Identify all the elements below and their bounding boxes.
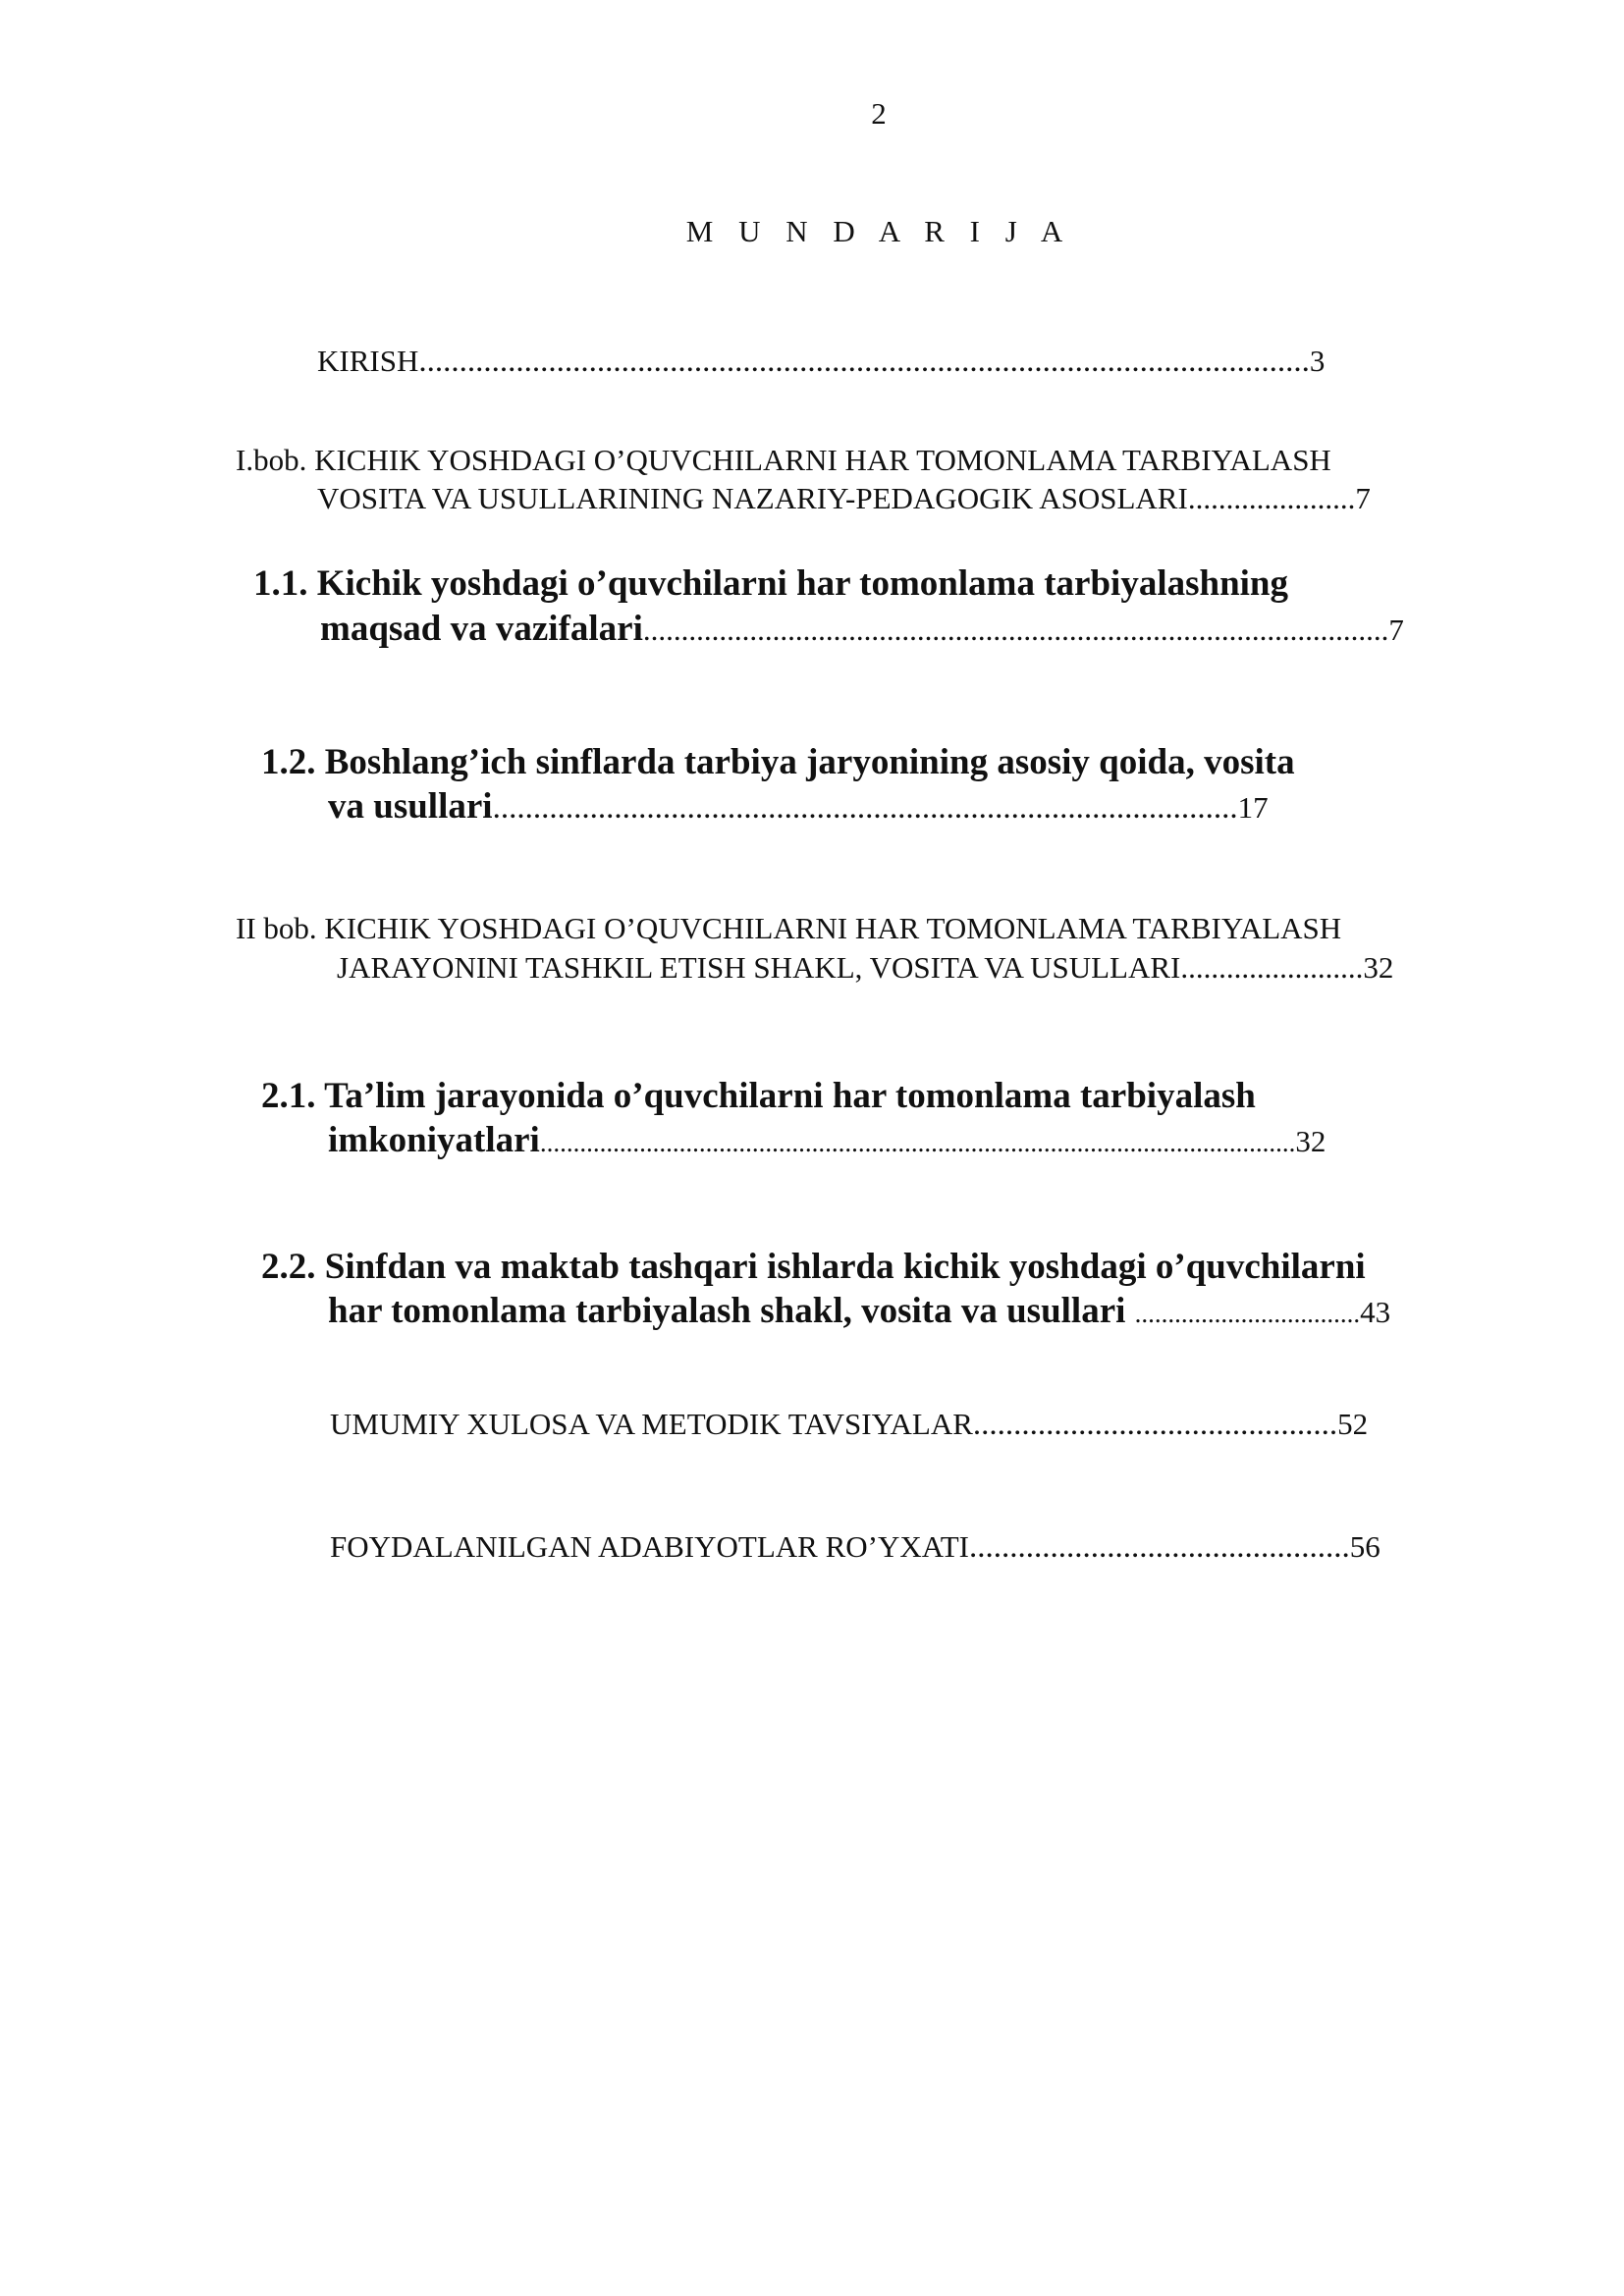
toc-entry-s22-line1[interactable] bbox=[261, 1249, 1366, 1285]
toc-leader-dots: .................................. bbox=[1134, 1299, 1361, 1328]
toc-entry-conclusion[interactable] bbox=[330, 1409, 1368, 1441]
toc-leader-dots: ............................................................................................ bbox=[492, 790, 1238, 826]
toc-entry-title: FOYDALANILGAN ADABIYOTLAR RO’YXATI bbox=[330, 1529, 969, 1564]
toc-chapter-prefix: I.bob. bbox=[236, 443, 307, 477]
toc-section-number: 2.1. bbox=[261, 1076, 316, 1116]
toc-entry-title: UMUMIY XULOSA VA METODIK TAVSIYALAR bbox=[330, 1407, 973, 1441]
toc-entry-s11-line2[interactable] bbox=[320, 611, 1404, 647]
toc-entry-title: va usullari bbox=[328, 786, 493, 827]
toc-page-number: 52 bbox=[1337, 1407, 1369, 1441]
toc-entry-title: Sinfdan va maktab tashqari ishlarda kichik yoshdagi o’quvchilarni bbox=[324, 1247, 1366, 1287]
toc-entry-title: JARAYONINI TASHKIL ETISH SHAKL, VOSITA VA USULLARI bbox=[337, 950, 1181, 985]
toc-section-number: 1.2. bbox=[261, 742, 316, 782]
toc-entry-s12-line2[interactable] bbox=[328, 788, 1269, 825]
toc-section-number: 1.1. bbox=[253, 563, 308, 604]
toc-entry-title: KIRISH bbox=[317, 344, 419, 378]
toc-entry-references[interactable] bbox=[330, 1531, 1380, 1564]
toc-leader-dots: .................................................................................................. bbox=[642, 613, 1389, 647]
toc-chapter-prefix: II bob. bbox=[236, 911, 317, 945]
toc-entry-title: har tomonlama tarbiyalash shakl, vosita va usullari bbox=[328, 1291, 1126, 1331]
toc-entry-s12-line1[interactable] bbox=[261, 744, 1295, 780]
toc-entry-title: Ta’lim jarayonida o’quvchilarni har tomonlama tarbiyalash bbox=[324, 1076, 1256, 1116]
toc-page-number: 32 bbox=[1295, 1124, 1326, 1158]
toc-page-number: 17 bbox=[1237, 790, 1269, 825]
toc-entry-title: Kichik yoshdagi o’quvchilarni har tomonlama tarbiyalashning bbox=[316, 563, 1289, 604]
toc-page-number: 32 bbox=[1363, 950, 1394, 985]
toc-leader-dots: .................................................................................................................. bbox=[539, 1128, 1296, 1157]
toc-heading: M U N D A R I J A bbox=[685, 214, 1072, 248]
toc-leader-dots: ...................... bbox=[1187, 481, 1356, 515]
toc-entry-title: Boshlang’ich sinflarda tarbiya jaryonining asosiy qoida, vosita bbox=[324, 742, 1295, 782]
toc-page-number: 7 bbox=[1355, 481, 1371, 515]
toc-page-number: 3 bbox=[1309, 344, 1326, 378]
toc-entry-title: maqsad va vazifalari bbox=[320, 609, 643, 649]
toc-page-number: 56 bbox=[1349, 1529, 1380, 1564]
toc-entry-chapter2-line2[interactable] bbox=[337, 952, 1393, 983]
toc-leader-dots: ............................................... bbox=[968, 1529, 1350, 1565]
toc-entry-chapter1-line2[interactable] bbox=[317, 483, 1371, 513]
toc-page-number: 7 bbox=[1388, 613, 1404, 647]
toc-entry-title: KICHIK YOSHDAGI O’QUVCHILARNI HAR TOMONLAMA TARBIYALASH bbox=[324, 911, 1342, 945]
toc-entry-chapter1-line1[interactable] bbox=[236, 445, 1331, 475]
toc-entry-s22-line2[interactable] bbox=[328, 1293, 1390, 1329]
toc-entry-title: KICHIK YOSHDAGI O’QUVCHILARNI HAR TOMONLAMA TARBIYALASH bbox=[314, 443, 1331, 477]
toc-leader-dots: .............................................................................................................. bbox=[418, 344, 1310, 379]
toc-entry-s21-line1[interactable] bbox=[261, 1078, 1256, 1114]
toc-entry-s11-line1[interactable] bbox=[253, 565, 1288, 602]
page-number: 2 bbox=[871, 96, 887, 131]
toc-leader-dots: ........................ bbox=[1180, 950, 1364, 985]
toc-section-number: 2.2. bbox=[261, 1247, 316, 1287]
toc-entry-s21-line2[interactable] bbox=[328, 1122, 1326, 1158]
toc-leader-dots: ............................................. bbox=[972, 1407, 1338, 1442]
toc-entry-title: imkoniyatlari bbox=[328, 1120, 540, 1160]
toc-entry-kirish[interactable] bbox=[317, 346, 1325, 378]
toc-entry-chapter2-line1[interactable] bbox=[236, 913, 1341, 943]
toc-entry-title: VOSITA VA USULLARINING NAZARIY-PEDAGOGIK ASOSLARI bbox=[317, 481, 1188, 515]
toc-page-number: 43 bbox=[1360, 1295, 1391, 1329]
